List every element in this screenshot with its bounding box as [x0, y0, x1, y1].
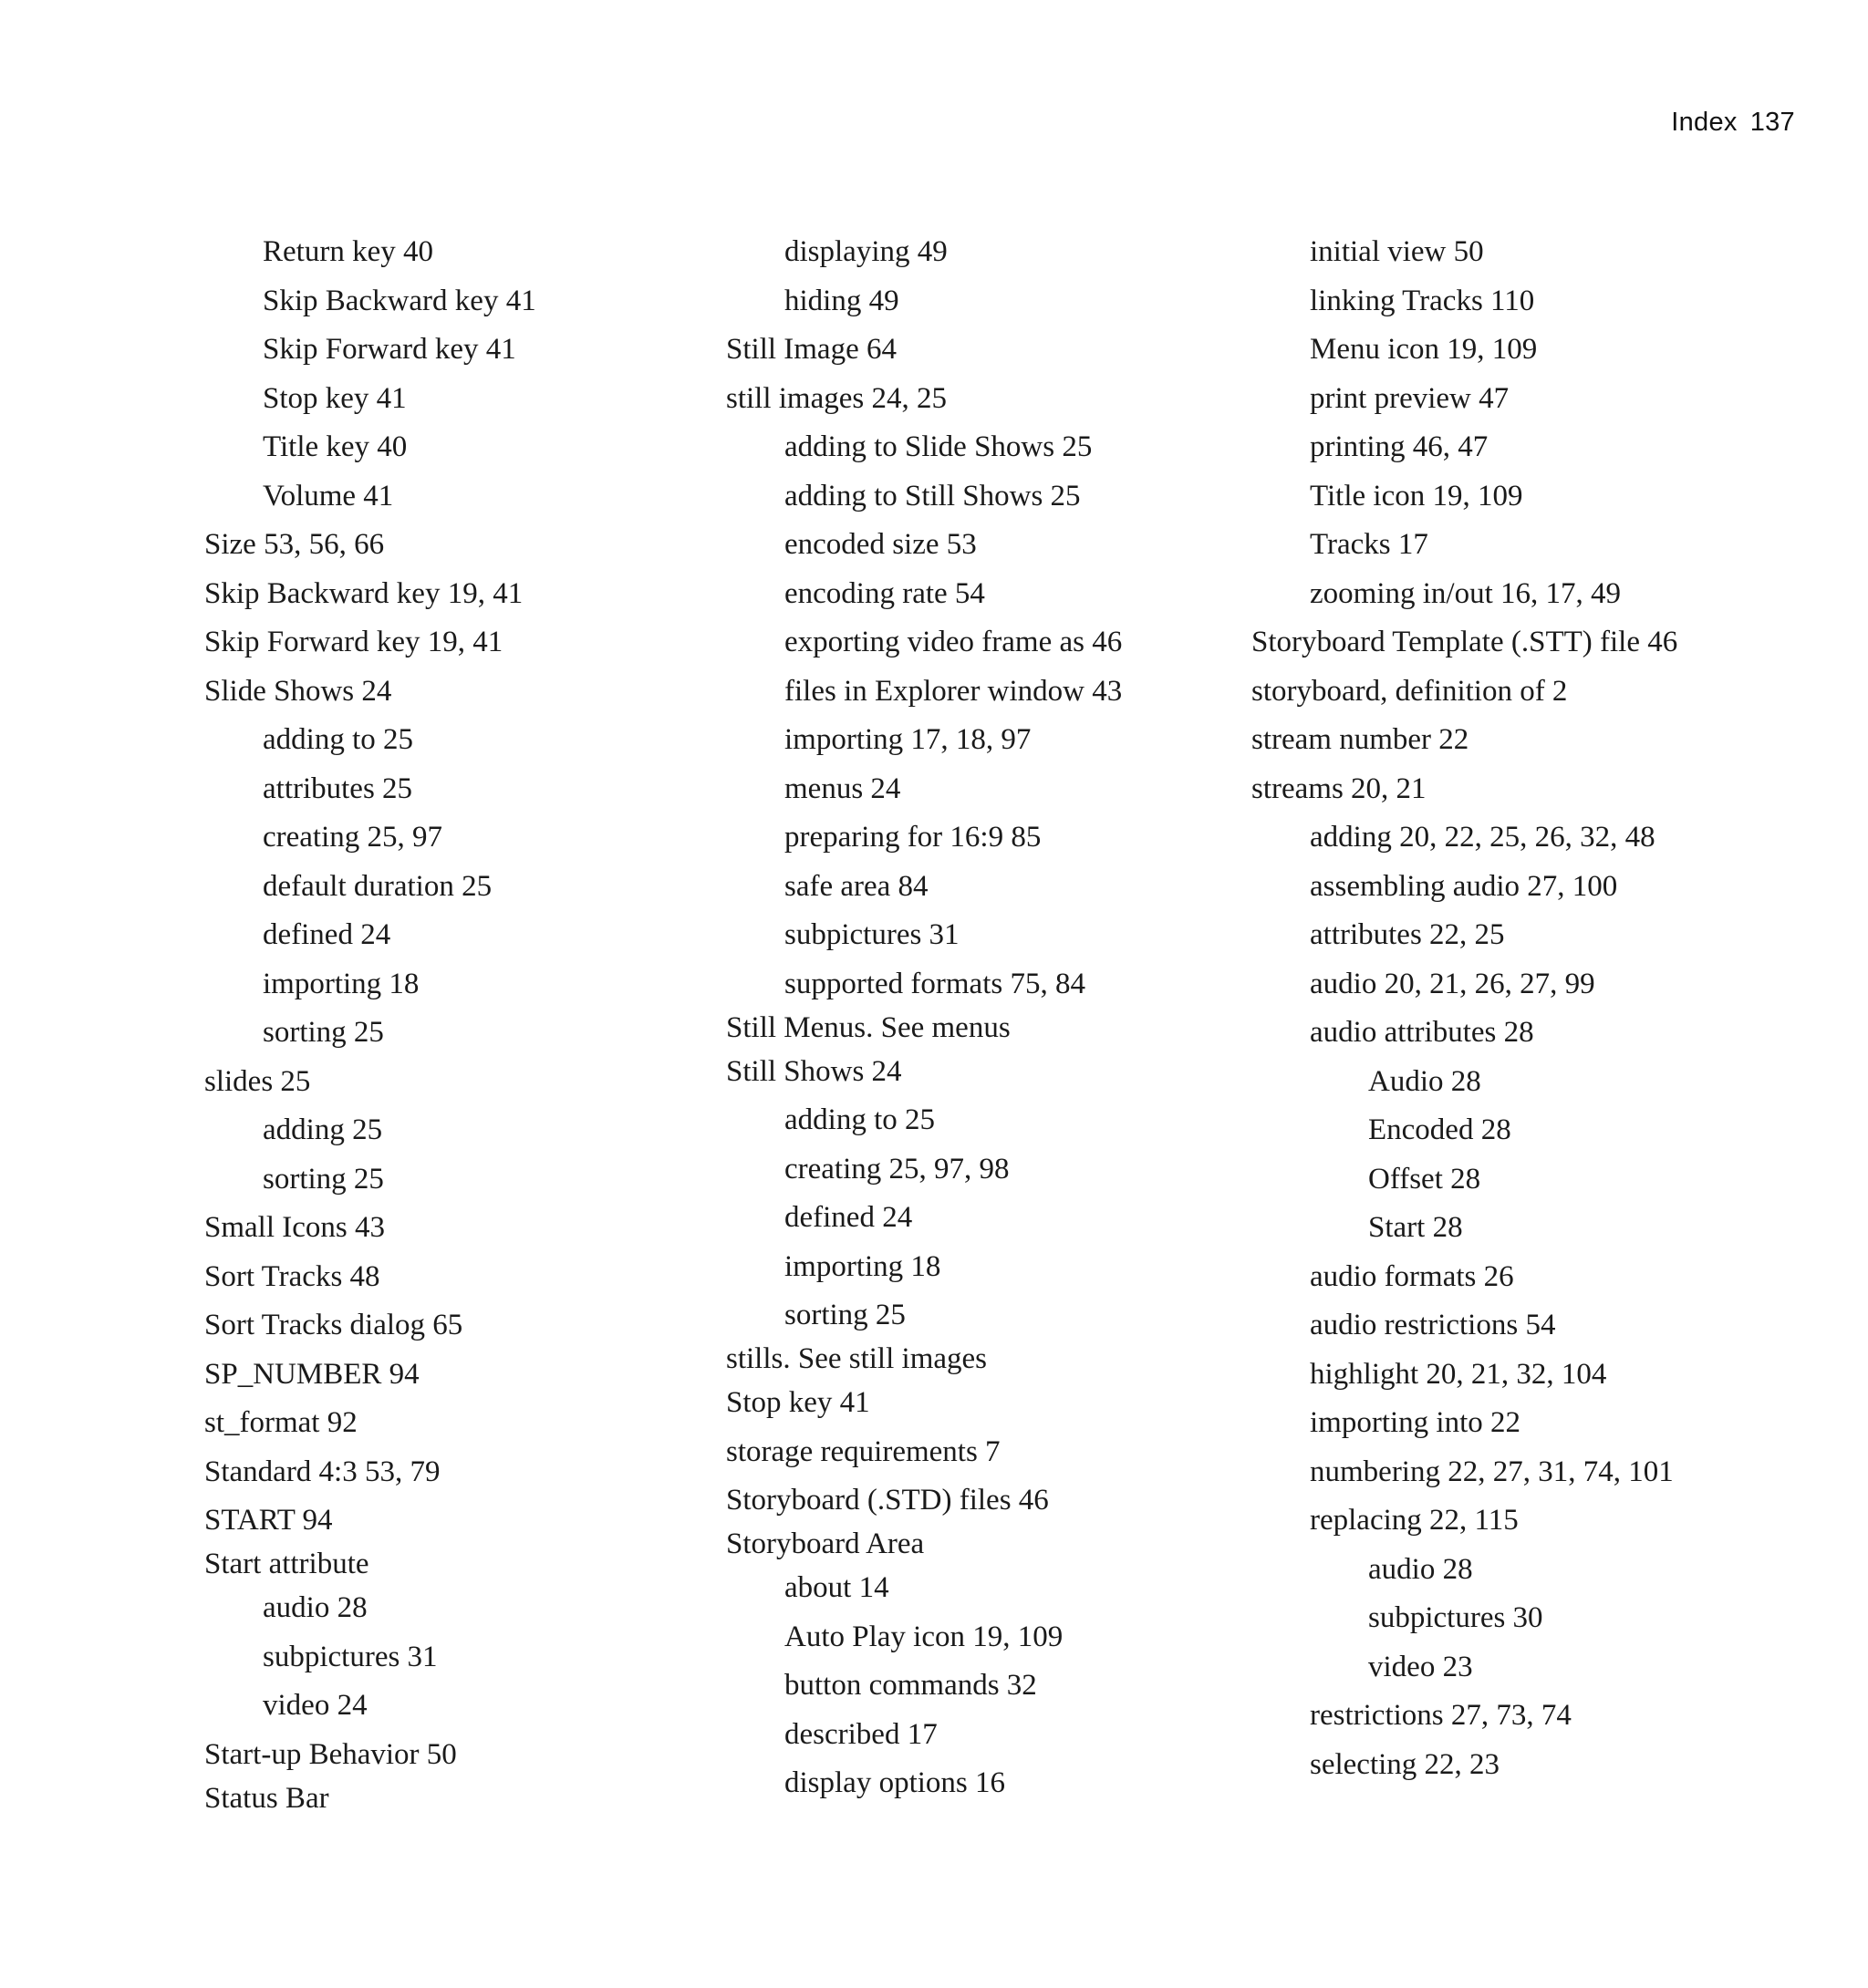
index-subentry: Auto Play icon 19, 109 [784, 1620, 1064, 1653]
index-subentry: highlight 20, 21, 32, 104 [1310, 1357, 1607, 1391]
index-subentry: subpictures 31 [263, 1640, 438, 1673]
index-subentry: audio 20, 21, 26, 27, 99 [1310, 967, 1595, 1000]
index-subentry: linking Tracks 110 [1310, 284, 1535, 317]
index-subentry: assembling audio 27, 100 [1310, 869, 1618, 903]
index-entry: Storyboard Template (.STT) file 46 [1251, 626, 1678, 658]
index-entry: Stop key 41 [726, 1386, 870, 1419]
index-subentry: menus 24 [784, 771, 901, 805]
index-entry: Sort Tracks 48 [204, 1259, 380, 1293]
index-subentry: subpictures 31 [784, 918, 960, 951]
index-entry: Skip Forward key 19, 41 [204, 626, 503, 658]
index-entry: streams 20, 21 [1251, 771, 1427, 805]
index-subentry: defined 24 [784, 1201, 913, 1234]
index-subentry: Skip Backward key 41 [263, 284, 536, 317]
index-subsubentry: audio 28 [1368, 1552, 1473, 1586]
index-entry: Small Icons 43 [204, 1211, 385, 1244]
index-column-2 [726, 230, 1237, 1810]
index-subentry: audio 28 [263, 1591, 368, 1624]
index-subentry: preparing for 16:9 85 [784, 821, 1042, 854]
index-subsubentry: Start 28 [1368, 1211, 1463, 1244]
index-subentry: Volume 41 [263, 479, 394, 513]
index-entry: Storyboard Area [726, 1527, 925, 1560]
index-subentry: safe area 84 [784, 869, 929, 903]
index-subentry: hiding 49 [784, 284, 899, 317]
header-section-title: Index [1671, 108, 1738, 137]
index-subentry: sorting 25 [263, 1016, 384, 1049]
index-column-3 [1251, 230, 1817, 1791]
index-subentry: Title key 40 [263, 430, 408, 463]
index-entry: Storyboard (.STD) files 46 [726, 1484, 1049, 1517]
index-subentry: initial view 50 [1310, 235, 1484, 268]
index-subentry: importing 18 [784, 1249, 941, 1283]
index-entry: Sort Tracks dialog 65 [204, 1309, 463, 1341]
index-column-1 [204, 230, 715, 1825]
index-subsubentry: Offset 28 [1368, 1162, 1481, 1196]
index-entry: Still Image 64 [726, 333, 897, 366]
index-subentry: adding to Still Shows 25 [784, 479, 1081, 513]
index-subentry: Stop key 41 [263, 381, 407, 415]
index-entry: stills. See still images [726, 1342, 987, 1375]
index-subentry: adding 20, 22, 25, 26, 32, 48 [1310, 821, 1655, 854]
index-subentry: audio restrictions 54 [1310, 1309, 1556, 1341]
index-subentry: zooming in/out 16, 17, 49 [1310, 576, 1621, 610]
index-entry: SP_NUMBER 94 [204, 1357, 420, 1391]
index-entry: START 94 [204, 1504, 333, 1537]
index-subentry: importing into 22 [1310, 1406, 1520, 1439]
index-subentry: video 24 [263, 1689, 368, 1722]
index-subentry: selecting 22, 23 [1310, 1747, 1500, 1781]
index-subentry: adding 25 [263, 1113, 383, 1146]
index-subentry: audio attributes 28 [1310, 1016, 1534, 1049]
index-subentry: Menu icon 19, 109 [1310, 333, 1538, 366]
index-subsubentry: video 23 [1368, 1650, 1473, 1683]
index-entry: storyboard, definition of 2 [1251, 674, 1568, 708]
index-subentry: display options 16 [784, 1766, 1006, 1799]
index-subentry: replacing 22, 115 [1310, 1504, 1519, 1537]
index-subentry: Skip Forward key 41 [263, 333, 516, 366]
index-subentry: numbering 22, 27, 31, 74, 101 [1310, 1455, 1674, 1488]
index-subentry: audio formats 26 [1310, 1259, 1514, 1293]
index-subentry: about 14 [784, 1571, 889, 1604]
index-entry: Slide Shows 24 [204, 674, 392, 708]
page-number: 137 [1749, 108, 1795, 137]
index-subentry: described 17 [784, 1717, 938, 1751]
index-subentry: print preview 47 [1310, 381, 1510, 415]
index-subentry: button commands 32 [784, 1669, 1037, 1702]
index-subentry: displaying 49 [784, 235, 948, 268]
index-entry: st_format 92 [204, 1406, 358, 1439]
index-subentry: encoded size 53 [784, 528, 977, 561]
index-entry: Status Bar [204, 1781, 329, 1815]
index-subentry: exporting video frame as 46 [784, 626, 1123, 658]
index-subentry: files in Explorer window 43 [784, 674, 1123, 708]
index-subentry: restrictions 27, 73, 74 [1310, 1699, 1572, 1732]
index-subentry: adding to 25 [784, 1103, 935, 1136]
index-subentry: creating 25, 97 [263, 821, 443, 854]
index-subentry: Title icon 19, 109 [1310, 479, 1523, 513]
index-subentry: default duration 25 [263, 869, 493, 903]
index-entry: Size 53, 56, 66 [204, 528, 385, 561]
index-entry: stream number 22 [1251, 723, 1469, 756]
index-subentry: attributes 25 [263, 771, 413, 805]
index-subentry: importing 17, 18, 97 [784, 723, 1032, 756]
index-subsubentry: subpictures 30 [1368, 1601, 1543, 1634]
index-subsubentry: Audio 28 [1368, 1064, 1481, 1098]
index-subentry: defined 24 [263, 918, 391, 951]
index-entry: Standard 4:3 53, 79 [204, 1455, 441, 1488]
index-entry: storage requirements 7 [726, 1434, 1001, 1468]
index-subentry: supported formats 75, 84 [784, 967, 1085, 1000]
index-subentry: attributes 22, 25 [1310, 918, 1505, 951]
index-entry: still images 24, 25 [726, 381, 947, 415]
index-subentry: adding to Slide Shows 25 [784, 430, 1093, 463]
index-subentry: importing 18 [263, 967, 420, 1000]
index-entry: slides 25 [204, 1064, 311, 1098]
index-subentry: adding to 25 [263, 723, 413, 756]
index-entry: Still Menus. See menus [726, 1010, 1011, 1044]
index-subentry: sorting 25 [784, 1299, 906, 1331]
index-entry: Skip Backward key 19, 41 [204, 576, 524, 610]
index-subentry: sorting 25 [263, 1162, 384, 1196]
index-subentry: Return key 40 [263, 235, 433, 268]
index-subentry: encoding rate 54 [784, 576, 985, 610]
index-entry: Start attribute [204, 1548, 369, 1580]
index-subsubentry: Encoded 28 [1368, 1113, 1511, 1146]
index-subentry: creating 25, 97, 98 [784, 1152, 1010, 1186]
index-subentry: printing 46, 47 [1310, 430, 1489, 463]
index-entry: Start-up Behavior 50 [204, 1737, 457, 1771]
index-entry: Still Shows 24 [726, 1054, 902, 1088]
index-subentry: Tracks 17 [1310, 528, 1428, 561]
running-header [1671, 108, 1795, 138]
